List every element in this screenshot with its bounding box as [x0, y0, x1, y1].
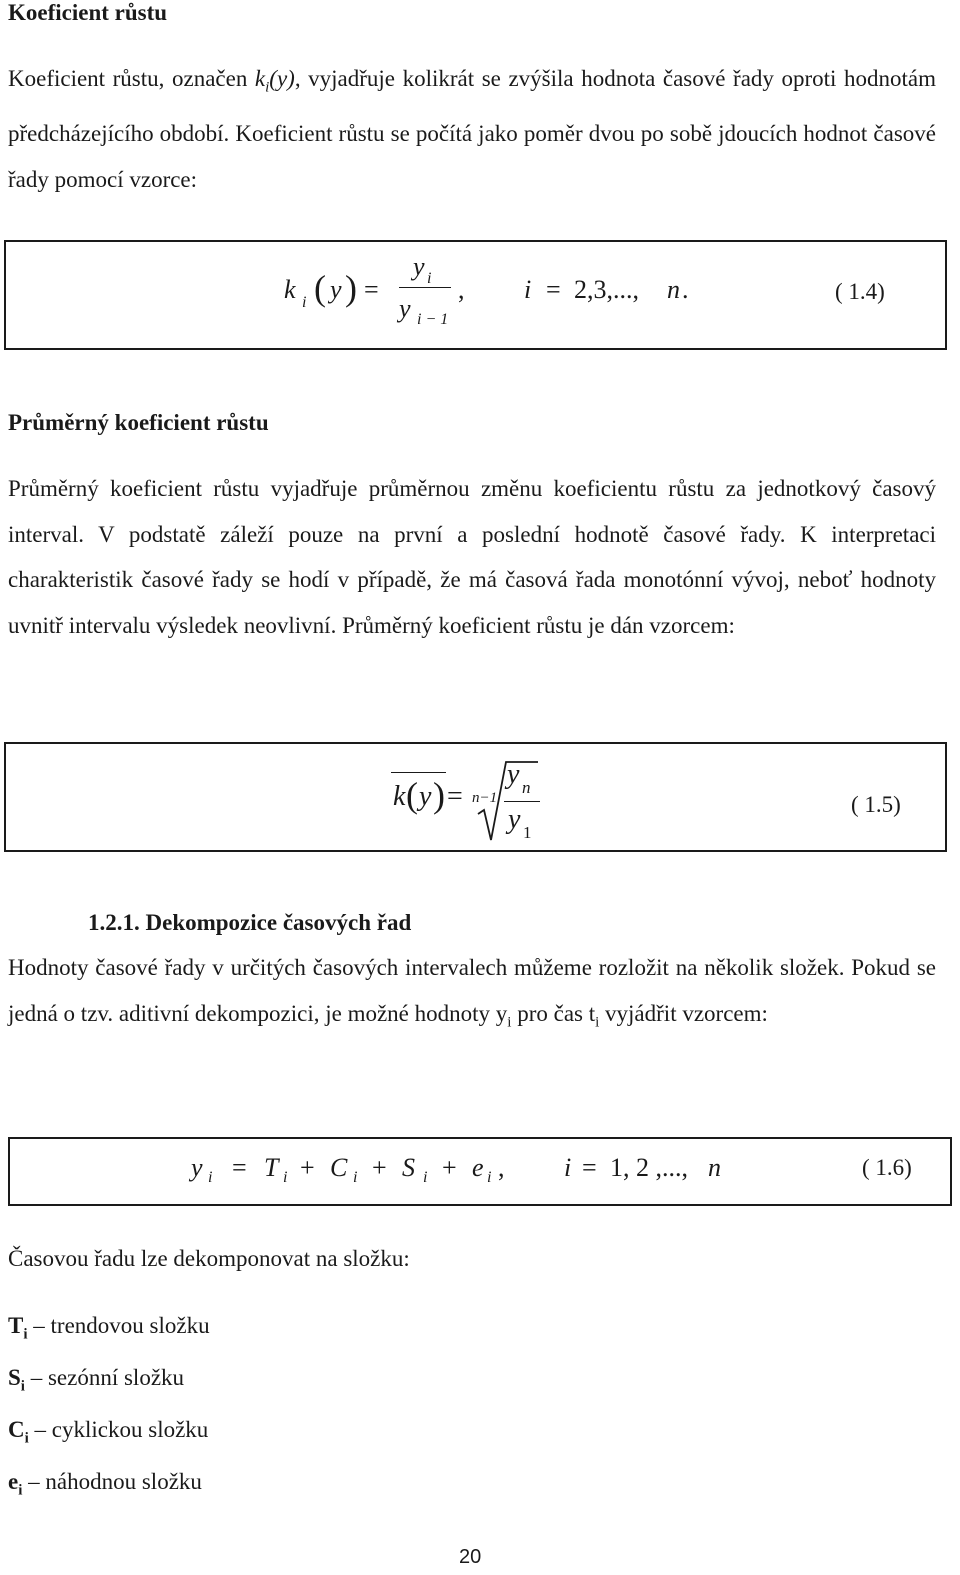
formula-box-1-6 — [8, 1137, 952, 1206]
range-i: i — [524, 275, 532, 304]
root-index: n−1 — [472, 790, 498, 806]
denominator-y: y — [399, 294, 411, 323]
section-heading-growth-coefficient: Koeficient růstu — [8, 0, 168, 25]
y-sub: i — [208, 1169, 213, 1186]
range-values: 1, 2 ,..., — [610, 1153, 688, 1182]
symbol: T — [8, 1313, 24, 1338]
lhs-sub: i — [302, 294, 307, 311]
range-equals: = — [582, 1153, 597, 1182]
symbol-sub: i — [24, 1430, 29, 1447]
symbol: C — [8, 1417, 25, 1442]
subscript: i — [507, 1014, 512, 1031]
denominator-sub: 1 — [523, 823, 532, 842]
lhs-k: k — [393, 781, 406, 812]
symbol: e — [8, 1469, 19, 1494]
equals-sign: = — [447, 781, 463, 812]
lhs-open-paren: ( — [314, 268, 326, 308]
formula-box-1-5 — [4, 742, 947, 852]
description: – cyklickou složku — [28, 1417, 209, 1442]
plus-sign: + — [300, 1153, 315, 1182]
numerator-sub: i — [427, 270, 432, 287]
T-symbol: T — [264, 1153, 279, 1182]
C-sub: i — [353, 1169, 358, 1186]
range-n: n — [667, 275, 680, 304]
lhs-k: k — [284, 275, 296, 304]
description: – náhodnou složku — [22, 1469, 202, 1494]
formula-box-1-4 — [4, 240, 947, 350]
equation-label: ( 1.4) — [835, 279, 885, 304]
mean-overline — [391, 772, 446, 773]
e-symbol: e — [472, 1153, 484, 1182]
comma: , — [498, 1153, 505, 1182]
lhs-y: y — [330, 275, 342, 304]
paragraph-growth-coefficient — [8, 56, 936, 202]
equals-sign: = — [232, 1153, 247, 1182]
range-n: n — [708, 1153, 721, 1182]
list-item-cyclical — [8, 1417, 208, 1448]
description: – trendovou složku — [27, 1313, 210, 1338]
text: Koeficient růstu, označen — [8, 66, 255, 91]
S-sub: i — [423, 1169, 428, 1186]
T-sub: i — [283, 1169, 288, 1186]
range-values: 2,3,..., — [574, 275, 639, 304]
range-i: i — [564, 1153, 572, 1182]
section-heading-decomposition: 1.2.1. Dekompozice časových řad — [88, 910, 412, 935]
symbol-sub: i — [265, 79, 270, 96]
y-symbol: y — [191, 1153, 203, 1182]
lhs-y: y — [419, 781, 432, 812]
page-number: 20 — [459, 1546, 482, 1568]
plus-sign: + — [372, 1153, 387, 1182]
numerator-y: y — [413, 252, 425, 281]
list-item-random — [8, 1469, 202, 1500]
symbol-arg: (y) — [269, 66, 295, 91]
lhs-open-paren: ( — [406, 775, 418, 815]
comma: , — [458, 275, 465, 304]
symbol-sub: i — [18, 1482, 23, 1499]
text: pro čas t — [511, 1000, 596, 1026]
numerator-y: y — [507, 759, 520, 790]
list-item-trend — [8, 1313, 210, 1344]
description: – sezónní složku — [24, 1365, 185, 1390]
list-item-seasonal — [8, 1365, 184, 1396]
text: Hodnoty časové řady v určitých časových intervalech můžeme rozložit na několik složek. Pokud se jedná o tzv. aditivní dekompozici, je možné hodnoty y — [8, 955, 936, 1026]
S-symbol: S — [402, 1153, 415, 1182]
e-sub: i — [487, 1169, 492, 1186]
plus-sign: + — [442, 1153, 457, 1182]
fraction-bar — [504, 801, 540, 802]
paragraph-average-growth: Průměrný koeficient růstu vyjadřuje průměrnou změnu koeficientu růstu za jednotkový časový interval. V podstatě záleží pouze na první a poslední hodnotě časové řady. K interpretaci charakteristik časové řady se hodí v případě, že má časová řada monotónní vývoj, neboť hodnoty uvnitř intervalu výsledek neovlivní. Průměrný koeficient růstu je dán vzorcem: — [8, 476, 936, 638]
denominator-sub: i − 1 — [417, 311, 449, 328]
fraction-bar — [399, 287, 451, 288]
range-dot: . — [682, 275, 689, 304]
equation-label: ( 1.6) — [862, 1155, 912, 1180]
denominator-y: y — [508, 804, 521, 835]
range-equals: = — [546, 275, 561, 304]
equals-sign: = — [364, 275, 379, 304]
text: vyjádřit vzorcem: — [599, 1000, 768, 1026]
symbol-k: k — [254, 66, 266, 91]
subscript: i — [595, 1014, 600, 1031]
numerator-sub: n — [522, 778, 531, 797]
section-heading-average-growth: Průměrný koeficient růstu — [8, 410, 269, 435]
paragraph-decomposition — [8, 945, 936, 1046]
lhs-close-paren: ) — [433, 775, 445, 815]
text: , vyjadřuje kolikrát se zvýšila hodnota časové řady oproti hodnotám předcházejícího období. Koeficient růstu se počítá jako poměr dvou po sobě jdoucích hodnot časové řady pomocí vzorce: — [8, 66, 936, 192]
symbol: S — [8, 1365, 21, 1390]
C-symbol: C — [330, 1153, 348, 1182]
symbol-sub: i — [20, 1378, 25, 1395]
components-intro: Časovou řadu lze dekomponovat na složku: — [8, 1246, 410, 1271]
lhs-close-paren: ) — [345, 268, 357, 308]
equation-label: ( 1.5) — [851, 792, 901, 817]
symbol-sub: i — [23, 1326, 28, 1343]
